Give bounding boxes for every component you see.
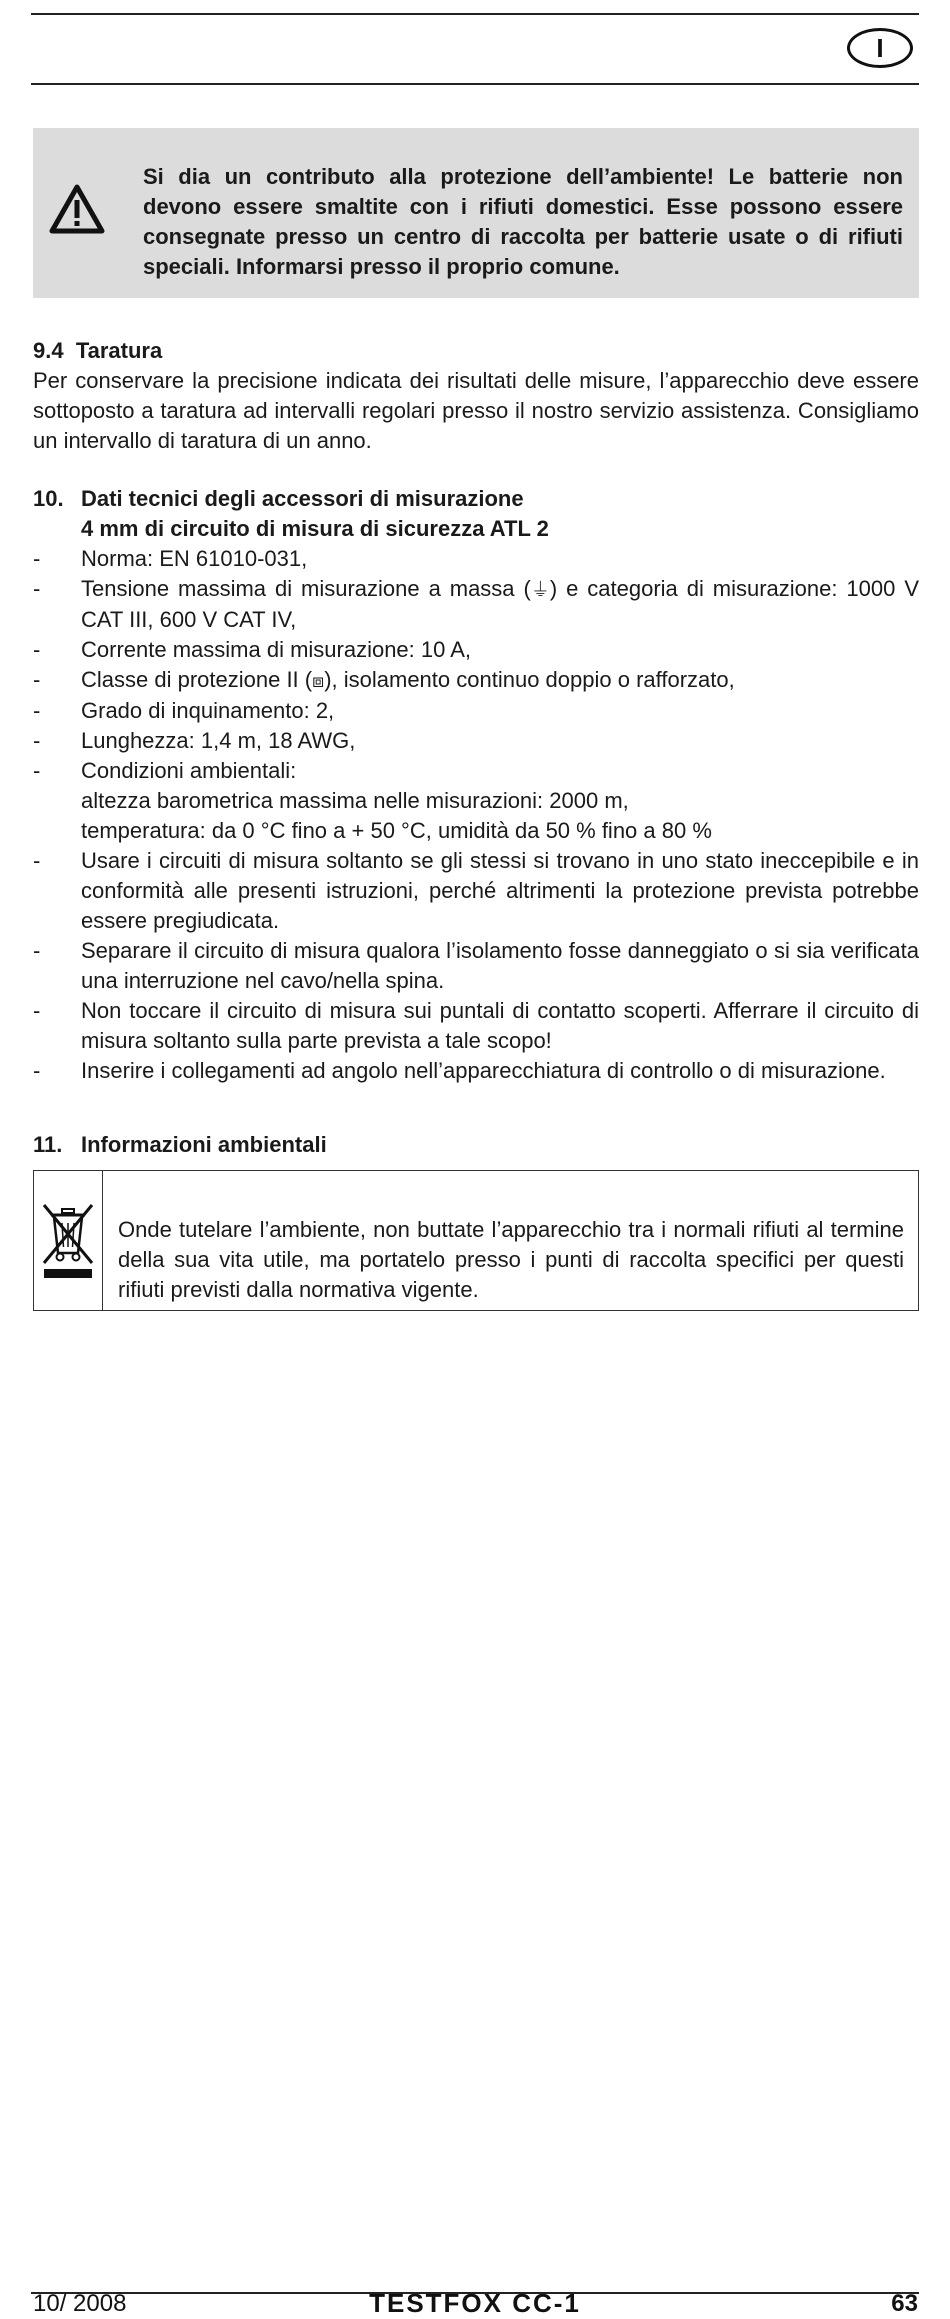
section-11-title: Informazioni ambientali	[81, 1132, 327, 1157]
section-10	[33, 484, 919, 1086]
spec-text: Condizioni ambientali: altezza barometrica massima nelle misurazioni: 2000 m, temperatura: da 0 °C fino a + 50 °C, umidità da 50 % fino a 80 %	[81, 758, 712, 843]
spec-text: Classe di protezione II (⧈), isolamento continuo doppio o rafforzato,	[81, 667, 735, 692]
section-11	[33, 1130, 919, 1160]
section-9-4-number: 9.4	[33, 338, 64, 363]
ground-symbol-icon: ⏚	[530, 579, 550, 601]
spec-list	[33, 544, 919, 1086]
crossed-bin-icon	[40, 1203, 96, 1281]
bullet-dash: -	[33, 758, 41, 783]
warning-triangle-icon	[49, 184, 105, 234]
spec-text: Non toccare il circuito di misura sui puntali di contatto scoperti. Afferrare il circuito di misura soltanto sulla parte prevista a tale scopo!	[81, 998, 919, 1053]
spec-item	[33, 1056, 919, 1086]
top-rule	[31, 13, 919, 15]
spec-text: Grado di inquinamento: 2,	[81, 698, 335, 723]
spec-item	[33, 696, 919, 726]
spec-text: Usare i circuiti di misura soltanto se gli stessi si trovano in uno stato ineccepibile e in conformità alle presenti istruzioni, perché altrimenti la protezione prevista potrebbe essere pregiudicata.	[81, 848, 919, 933]
bullet-dash: -	[33, 728, 41, 753]
footer-date: 10/ 2008	[33, 2290, 127, 2317]
section-9-4	[33, 336, 919, 456]
section-10-title-line2: 4 mm di circuito di misura di sicurezza ATL 2	[81, 516, 549, 541]
spec-item	[33, 726, 919, 756]
spec-item	[33, 544, 919, 574]
environment-warning-box	[33, 128, 919, 298]
section-9-4-title: Taratura	[75, 338, 163, 363]
spec-text: Separare il circuito di misura qualora l’isolamento fosse danneggiato o si sia verificata una interruzione nel cavo/nella spina.	[81, 938, 919, 993]
spec-item	[33, 635, 919, 665]
protection-class-ii-icon: ⧈	[312, 670, 325, 692]
section-9-4-body: Per conservare la precisione indicata dei risultati delle misure, l’apparecchio deve essere sottoposto a taratura ad intervalli regolari presso il nostro servizio assistenza. Consigliamo un intervallo di taratura di un anno.	[33, 368, 919, 453]
disposal-text: Onde tutelare l’ambiente, non buttate l’apparecchio tra i normali rifiuti al termine della sua vita utile, ma portatelo presso i punti di raccolta specifici per questi rifiuti previsti dalla normativa vigente.	[118, 1217, 904, 1302]
box-divider	[102, 1171, 103, 1310]
spec-text: Inserire i collegamenti ad angolo nell’apparecchiatura di controllo o di misurazione.	[81, 1058, 886, 1083]
disposal-info-box	[33, 1170, 919, 1311]
section-10-number: 10.	[33, 486, 64, 511]
bullet-dash: -	[33, 998, 41, 1023]
spec-text: Corrente massima di misurazione: 10 A,	[81, 637, 472, 662]
spec-item	[33, 665, 919, 696]
bullet-dash: -	[33, 576, 41, 601]
bullet-dash: -	[33, 667, 41, 692]
section-11-heading	[33, 1130, 919, 1160]
header-rule	[31, 83, 919, 85]
spec-item	[33, 756, 919, 846]
spec-item	[33, 996, 919, 1056]
bullet-dash: -	[33, 1058, 41, 1083]
section-9-4-heading	[33, 336, 919, 366]
section-11-number: 11.	[33, 1132, 63, 1157]
section-10-heading	[33, 484, 919, 544]
bullet-dash: -	[33, 698, 41, 723]
page-number: 63	[891, 2290, 918, 2317]
section-10-title-line1: Dati tecnici degli accessori di misurazione	[81, 486, 524, 511]
bullet-dash: -	[33, 637, 41, 662]
footer-product-name: TESTFOX CC-1	[369, 2288, 581, 2318]
spec-item	[33, 846, 919, 936]
spec-text: Tensione massima di misurazione a massa (⏚) e categoria di misurazione: 1000 V CAT III, 600 V CAT IV,	[81, 576, 919, 632]
language-badge: I	[847, 28, 913, 68]
spec-text: Norma: EN 61010-031,	[81, 546, 308, 571]
spec-item	[33, 574, 919, 635]
spec-item	[33, 936, 919, 996]
bullet-dash: -	[33, 848, 41, 873]
spec-text: Lunghezza: 1,4 m, 18 AWG,	[81, 728, 356, 753]
bullet-dash: -	[33, 546, 41, 571]
warning-text: Si dia un contributo alla protezione dell’ambiente! Le batterie non devono essere smaltite con i rifiuti domestici. Esse possono essere consegnate presso un centro di raccolta per batterie usate o di rifiuti speciali. Informarsi presso il proprio comune.	[143, 164, 903, 279]
bullet-dash: -	[33, 938, 41, 963]
